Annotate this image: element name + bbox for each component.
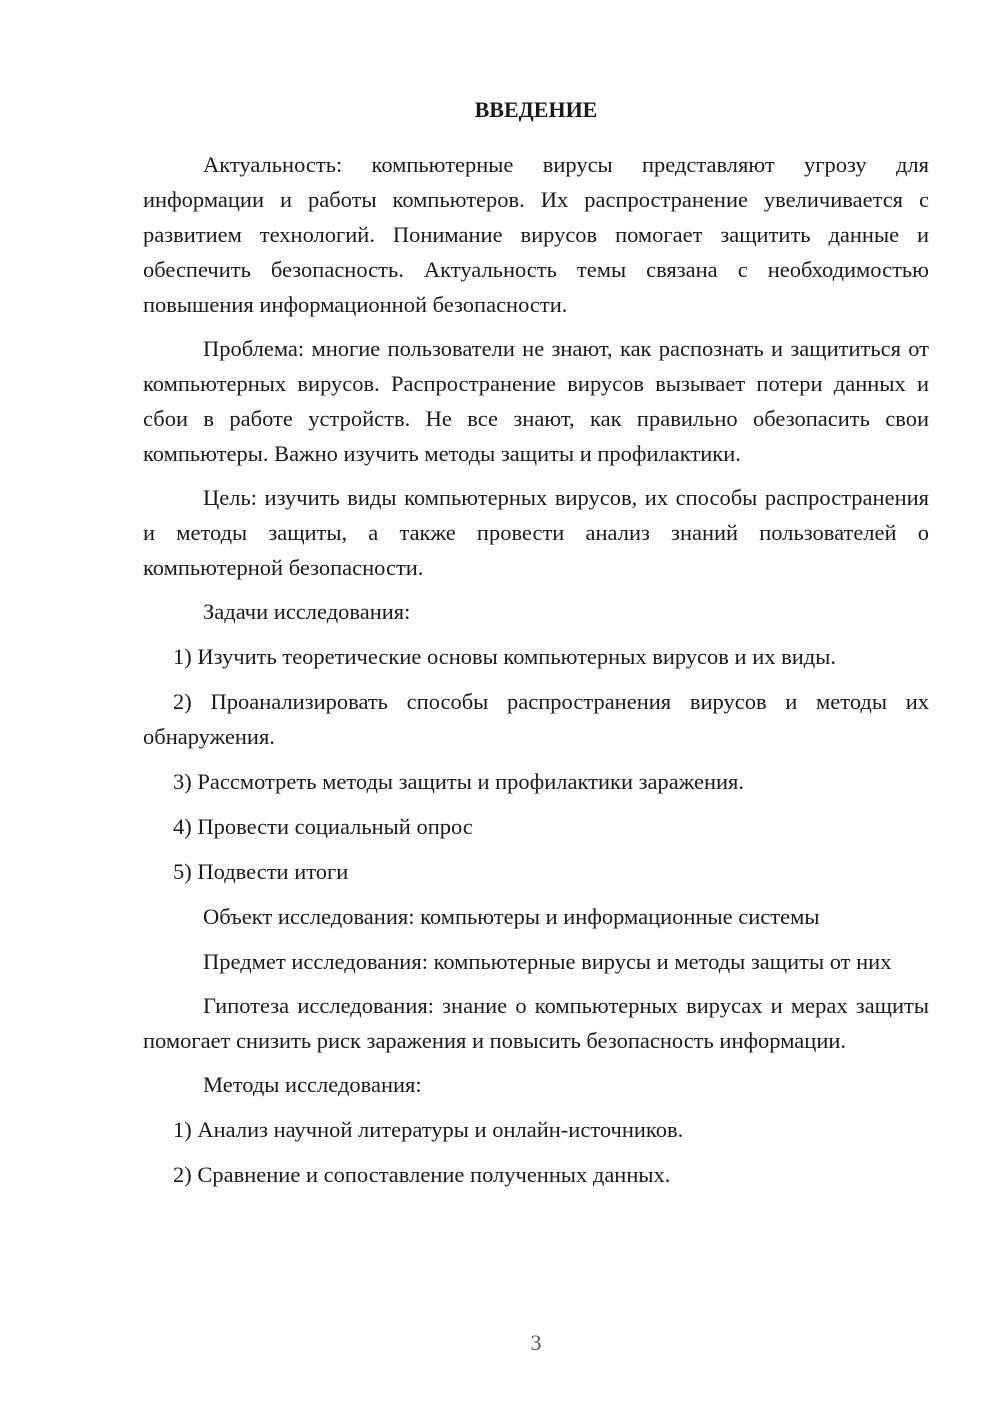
relevance-paragraph: Актуальность: компьютерные вирусы представляют угрозу для информации и работы компьютеров. Их распространение увеличивается с развитием технологий. Понимание вирусов помогает защитить данные и обеспечить безопасность. Актуальность темы связана с необходимостью повышения информационной безопасности. [143, 152, 929, 317]
page-number: 3 [530, 1330, 542, 1355]
page-title: ВВЕДЕНИЕ [474, 97, 598, 122]
task-item: 4) Провести социальный опрос [173, 814, 473, 839]
task-item: 2) Проанализировать способы распространения вирусов и методы их обнаружения. [143, 689, 929, 749]
method-item: 2) Сравнение и сопоставление полученных данных. [173, 1162, 671, 1187]
method-item: 1) Анализ научной литературы и онлайн-источников. [173, 1117, 684, 1142]
research-object: Объект исследования: компьютеры и информационные системы [203, 904, 820, 929]
research-subject: Предмет исследования: компьютерные вирусы и методы защиты от них [203, 949, 892, 974]
document-page [143, 92, 929, 1202]
tasks-heading: Задачи исследования: [203, 599, 411, 624]
goal-paragraph: Цель: изучить виды компьютерных вирусов, их способы распространения и методы защиты, а также провести анализ знаний пользователей о компьютерной безопасности. [143, 485, 929, 580]
research-hypothesis: Гипотеза исследования: знание о компьютерных вирусах и мерах защиты помогает снизить риск заражения и повысить безопасность информации. [143, 993, 929, 1053]
task-item: 1) Изучить теоретические основы компьютерных вирусов и их виды. [173, 644, 836, 669]
task-item: 3) Рассмотреть методы защиты и профилактики заражения. [173, 769, 745, 794]
problem-paragraph: Проблема: многие пользователи не знают, как распознать и защититься от компьютерных вирусов. Распространение вирусов вызывает потери данных и сбои в работе устройств. Не все знают, как правильно обезопасить свои компьютеры. Важно изучить методы защиты и профилактики. [143, 336, 929, 466]
task-item: 5) Подвести итоги [173, 859, 349, 884]
methods-heading: Методы исследования: [203, 1072, 422, 1097]
